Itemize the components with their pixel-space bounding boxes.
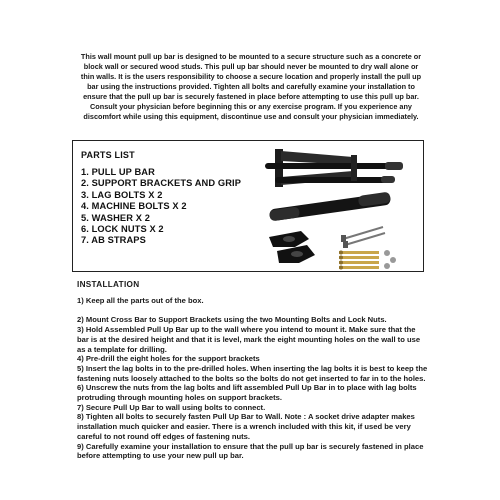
parts-list-item: 5. WASHER X 2 (81, 212, 150, 223)
parts-list (81, 167, 241, 247)
installation-step: 1) Keep all the parts out of the box. (77, 295, 204, 305)
pull-up-bar-frame-image (265, 149, 403, 187)
warning-line: bar using the instructions provided. Tighten all bolts and carefully examine your installation to (87, 82, 415, 91)
installation-section (77, 280, 429, 461)
warning-line: block wall or secured wood studs. This pull up bar should never be mounted to dry wall alone or (83, 62, 419, 71)
installation-step: 2) Mount Cross Bar to Support Brackets using the two Mounting Bolts and Lock Nuts. (77, 315, 387, 325)
parts-illustration (255, 143, 421, 271)
parts-list-title: PARTS LIST (81, 150, 135, 160)
parts-list-item: 1. PULL UP BAR (81, 167, 155, 177)
installation-step: 7) Secure Pull Up Bar to wall using bolts to connect. (77, 402, 266, 412)
bolts-hardware-image (339, 227, 396, 270)
ab-straps-image (269, 231, 315, 263)
installation-step: 5) Insert the lag bolts in to the pre-drilled holes. When inserting the lag bolts it is best to keep the fastening nuts loosely attached to the bolts so the bolts do not get inserted to far in to the holes. (77, 363, 428, 383)
parts-list-item: 7. AB STRAPS (81, 235, 146, 246)
installation-title: INSTALLATION (77, 280, 140, 289)
warning-line: Consult your physician before beginning this or any exercise program. If you experience any (90, 102, 412, 111)
parts-list-item: 6. LOCK NUTS X 2 (81, 224, 164, 235)
installation-step: 4) Pre-drill the eight holes for the support brackets (77, 354, 260, 364)
warning-line: discomfort while using this equipment, discontinue use and consult your physician immediately. (83, 112, 419, 121)
parts-list-item: 2. SUPPORT BRACKETS AND GRIP (81, 178, 242, 189)
warning-line: This wall mount pull up bar is designed to be mounted to a secure structure such as a concrete or (80, 52, 422, 61)
installation-step: 6) Unscrew the nuts from the lag bolts and lift assembled Pull Up Bar in to place with lag bolts protruding through mounting holes on support brackets. (77, 383, 417, 403)
installation-step: 3) Hold Assembled Pull Up Bar up to the wall where you intend to mount it. Make sure that the bar is at the desired height and that it is level, mark the eight mounting holes on the wall to use as a template for drilling. (77, 325, 421, 354)
warning-line: thin walls. It is the users responsibility to choose a secure location and properly install the pull up (80, 72, 422, 81)
warning-line: ensure that the pull up bar is securely fastened in place before attempting to use this pull up bar. (83, 92, 419, 101)
parts-list-item: 4. MACHINE BOLTS X 2 (81, 201, 187, 212)
parts-list-box (72, 140, 424, 272)
grip-bar-image (269, 192, 391, 222)
installation-step: 9) Carefully examine your installation to ensure that the pull up bar is securely fastened in place before attempting to use your new pull up bar. (77, 441, 424, 461)
safety-warning (64, 52, 438, 122)
installation-step: 8) Tighten all bolts to securely fasten Pull Up Bar to Wall. Note : A socket drive adapter makes installation much quicker and easier. There is a wrench included with this kit, if used be very careful to not round off edges of fastening nuts. (77, 412, 415, 441)
parts-list-item: 3. LAG BOLTS X 2 (81, 189, 163, 200)
